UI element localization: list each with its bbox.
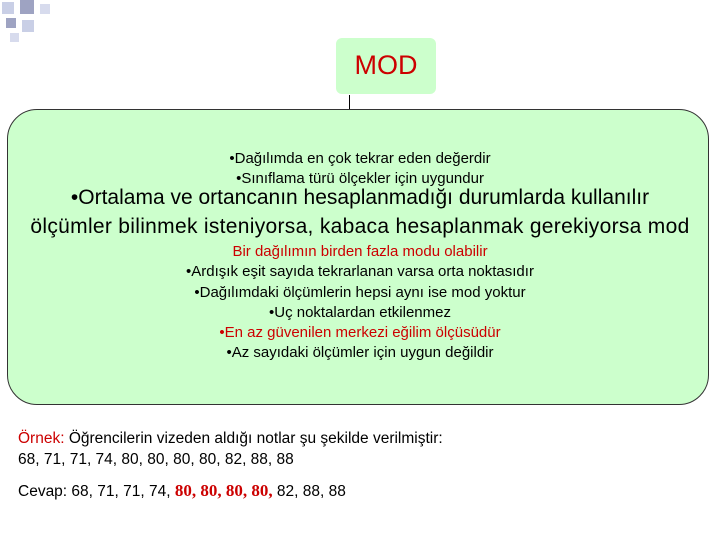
bullet-8: •Uç noktalardan etkilenmez	[268, 304, 451, 321]
title-connector	[349, 95, 362, 110]
decorative-squares	[0, 0, 60, 44]
bullet-6: •Ardışık eşit sayıda tekrarlanan varsa orta noktasıdır	[186, 263, 534, 280]
decor-square-5	[22, 20, 34, 32]
example-scores: 68, 71, 71, 74, 80, 80, 80, 80, 82, 88, 88	[18, 451, 294, 468]
decor-square-2	[20, 0, 34, 14]
decor-square-3	[40, 4, 50, 14]
title-box	[336, 38, 436, 94]
example-line	[18, 430, 443, 448]
answer-label: Cevap: 68, 71, 71, 74,	[18, 483, 171, 500]
decor-square-4	[6, 18, 16, 28]
answer-mode-values: 80, 80, 80, 80,	[174, 481, 273, 500]
example-text: Öğrencilerin vizeden aldığı notlar şu şekilde verilmiştir:	[64, 430, 443, 447]
bullet-3: •Ortalama ve ortancanın hesaplanmadığı durumlarda kullanılır	[70, 186, 650, 209]
bullet-2: •Sınıflama türü ölçekler için uygundur	[236, 170, 484, 187]
answer-rest: 82, 88, 88	[276, 483, 346, 500]
decor-square-6	[10, 33, 19, 42]
answer-line	[18, 481, 346, 501]
slide-title: MOD	[354, 50, 418, 80]
bullet-5: Bir dağılımın birden fazla modu olabilir	[232, 243, 488, 260]
bullet-9: •En az güvenilen merkezi eğilim ölçüsüdür	[219, 324, 501, 341]
bullet-4: ölçümler bilinmek isteniyorsa, kabaca hesaplanmak gerekiyorsa mod	[30, 215, 690, 238]
example-label: Örnek:	[18, 430, 65, 447]
bullet-10: •Az sayıdaki ölçümler için uygun değildir	[226, 344, 494, 361]
bullet-7: •Dağılımdaki ölçümlerin hepsi aynı ise mod yoktur	[194, 284, 526, 301]
bullet-1: •Dağılımda en çok tekrar eden değerdir	[229, 150, 491, 167]
decor-square-1	[2, 2, 14, 14]
